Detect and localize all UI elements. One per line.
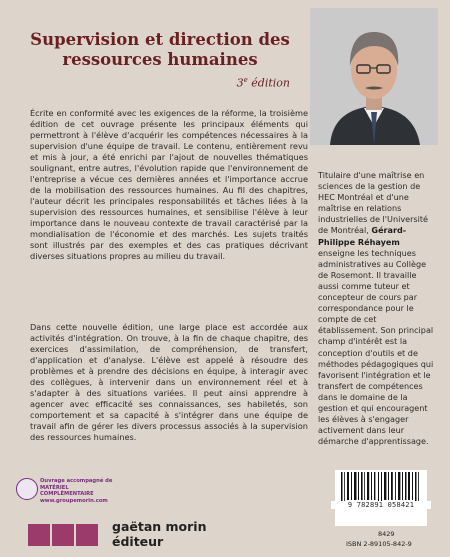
book-title: Supervision et direction des ressources humaines <box>30 30 290 69</box>
description-paragraph-1: Écrite en conformité avec les exigences de la réforme, la troisième édition de cet ouvrage présente les principaux éléments qui permettront à l'élève d'acquérir les compétences nécessaires à la supervision d'une équipe de travail. Le contenu, entièrement revu et mis à jour, a été enrichi par l'ajout de nouvelles thématiques soulignant, entre autres, l'évolution rapide que l'environnement de l'entreprise a vécue ces dernières années et l'importance accrue de la mobilisation des ressources humaines. Au fil des chapitres, l'auteur décrit les principales responsabilités et tâches liées à la supervision des ressources humaines, et sensibilise l'élève à leur importance dans le nouveau contexte de travail caractérisé par la mondialisation de l'économie et des marchés. Les sujets traités sont illustrés par des exemples et des cas pratiques décrivant diverses situations propres au milieu du travail. <box>30 108 308 261</box>
author-name: Gérard-Philippe Réhayem <box>318 225 407 247</box>
author-bio <box>318 170 438 447</box>
promo-text <box>40 478 120 504</box>
price-code: 8429 <box>378 530 395 538</box>
promo-line-2: MATÉRIEL COMPLÉMENTAIRE <box>40 484 94 497</box>
description-paragraph-2: Dans cette nouvelle édition, une large place est accordée aux activités d'intégration. On trouve, à la fin de chaque chapitre, des exercices d'assimilation, de compréhension, de transfert, d'application et d'analyse. L'élève est appelé à résoudre des problèmes et à prendre des décisions en équipe, à interagir avec des collègues, à intervenir dans un environnement réel et à s'adapter à des situations variées. Il peut ainsi apprendre à agencer avec efficacité ses connaissances, ses habiletés, son comportement et sa capacité à s'intégrer dans une équipe de travail afin de gérer les divers processus associés à la supervision des ressources humaines. <box>30 322 308 442</box>
barcode-digits: 9 782891 058421 <box>331 501 431 509</box>
barcode <box>335 470 427 526</box>
publisher-name <box>112 519 206 549</box>
author-portrait-illustration <box>310 8 438 145</box>
author-portrait <box>310 8 438 145</box>
promo-url: www.groupemorin.com <box>40 497 108 504</box>
edition-suffix: e <box>243 76 248 84</box>
cd-disc-icon <box>16 478 38 500</box>
edition-word: édition <box>247 76 290 90</box>
barcode-bars <box>335 470 427 504</box>
publisher-logo-icon <box>28 514 100 554</box>
edition-number: 3 <box>236 76 244 90</box>
isbn: ISBN 2-89105-842-9 <box>346 540 412 548</box>
complementary-material-badge <box>10 476 120 502</box>
publisher-line-2: éditeur <box>112 534 164 549</box>
edition-label <box>180 76 290 90</box>
bio-intro: Titulaire d'une maîtrise en sciences de la gestion de HEC Montréal et d'une maîtrise en relations industrielles de l'Université de Montréal, <box>318 170 429 236</box>
bio-rest: enseigne les techniques administratives au Collège de Rosemont. Il travaille aussi comme tuteur et concepteur de cours par correspondance pour le compte de cet établissement. Son principal champ d'intérêt est la conception d'outils et de méthodes pédagogiques qui favorisent l'intégration et le transfert de compétences dans le domaine de la gestion et qui encouragent les élèves à s'engager activement dans leur démarche d'apprentissage. <box>318 247 434 447</box>
publisher-line-1: gaëtan morin <box>112 519 207 534</box>
promo-line-1: Ouvrage accompagné de <box>40 478 113 484</box>
